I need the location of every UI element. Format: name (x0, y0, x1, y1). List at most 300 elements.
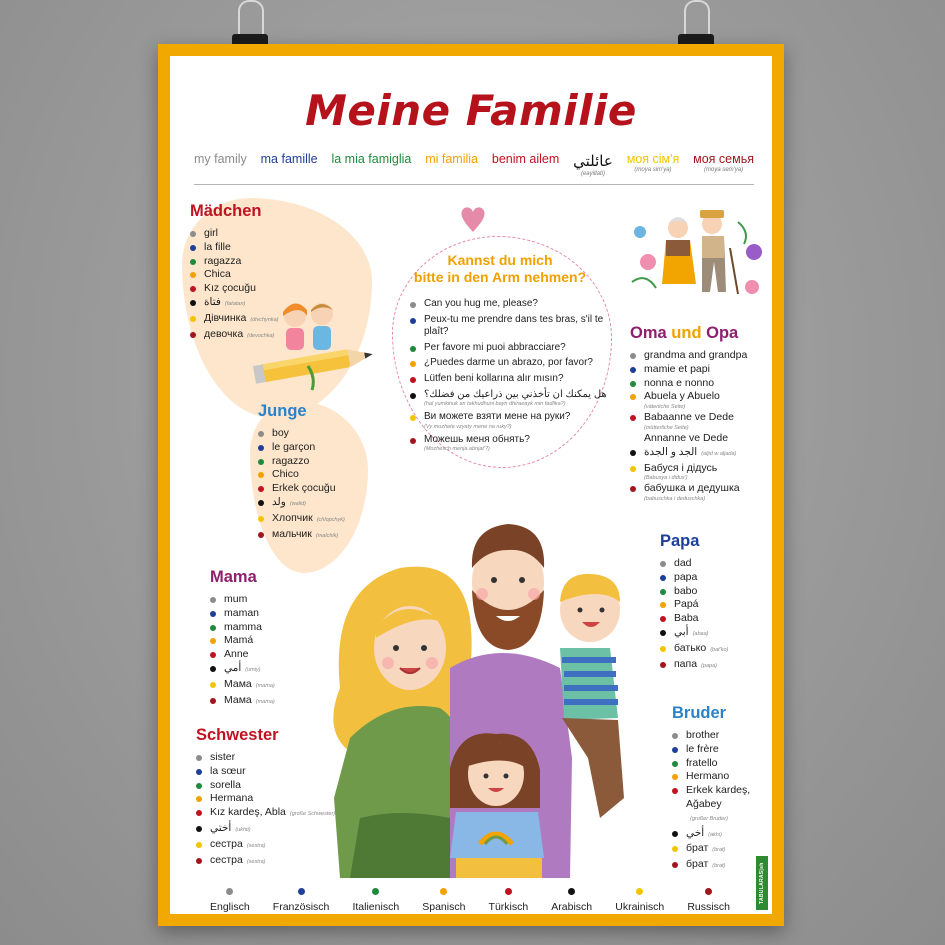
legend-item (687, 888, 730, 913)
vocab-text: nonna e nonno (644, 376, 715, 389)
language-dot (196, 810, 202, 816)
vocab-entry (644, 390, 720, 411)
vocab-text: mamma (224, 620, 262, 633)
vocab-entry (210, 751, 235, 765)
vocab-list-oma-opa (630, 349, 770, 503)
vocab-entry (204, 296, 245, 312)
translation-text: моя семья (693, 152, 754, 166)
list-item (190, 241, 360, 255)
vocab-text: الجد و الجدة (644, 445, 698, 458)
language-dot (660, 589, 666, 595)
list-item (196, 779, 346, 793)
section-oma-opa (630, 324, 770, 503)
language-dot (410, 393, 416, 399)
vocab-text: бабушка и дедушка (644, 482, 740, 495)
title-und: und (671, 324, 702, 342)
vocab-transliteration: (devochka) (247, 332, 275, 339)
vocab-text: мальчик (272, 527, 312, 540)
vocab-text: Kız kardeş, Abla (210, 806, 286, 819)
vocab-entry (224, 648, 249, 662)
vocab-text: девочка (204, 327, 244, 340)
language-dot (196, 826, 202, 832)
section-schwester (196, 726, 346, 869)
list-item (210, 694, 310, 710)
list-item (410, 357, 610, 370)
vocab-entry (644, 349, 747, 363)
list-item (410, 411, 610, 431)
vocab-subnote: (Mozhesch menja abnjat'?) (424, 446, 490, 453)
vocab-entry (210, 806, 335, 822)
list-item (210, 634, 310, 648)
vocab-entry (686, 784, 772, 826)
vocab-subnote: (hal yumkinuk an takhudhuni bayn dhiraeayk min fadlika?) (424, 401, 566, 408)
vocab-entry (424, 298, 538, 311)
legend-item (273, 888, 330, 913)
list-item (630, 363, 770, 377)
language-dot (210, 682, 216, 688)
legend-dot (705, 888, 712, 895)
vocab-text: Ви можете взяти мене на руки? (424, 411, 571, 423)
vocab-entry (210, 765, 246, 779)
vocab-entry (674, 626, 709, 642)
legend-dot (298, 888, 305, 895)
vocab-list-bruder (672, 729, 772, 874)
vocab-entry (424, 411, 570, 431)
poster-title: Meine Familie (305, 86, 637, 135)
vocab-text: mum (224, 593, 248, 605)
title-oma: Oma (630, 324, 667, 342)
vocab-subnote: (mütterliche Seite) (644, 424, 689, 431)
list-item (672, 784, 772, 826)
language-dot (196, 796, 202, 802)
vocab-entry (272, 427, 289, 441)
vocab-transliteration: (akhi) (708, 831, 722, 838)
list-item (258, 468, 378, 482)
list-item (410, 342, 610, 355)
list-item (258, 455, 378, 469)
vocab-text: Kız çocuğu (204, 282, 256, 295)
vocab-text: папа (674, 657, 698, 670)
language-dot (210, 666, 216, 672)
vocab-text: ولد (272, 495, 286, 508)
translation-transliteration: (eayillati) (580, 171, 605, 177)
list-item (210, 621, 310, 635)
list-item (196, 822, 346, 838)
translation-text: la mia famiglia (331, 152, 412, 166)
vocab-entry (424, 314, 610, 339)
translation-item (627, 152, 680, 173)
list-item (410, 298, 610, 311)
legend-dot (568, 888, 575, 895)
list-item (190, 227, 360, 241)
list-item (196, 806, 346, 822)
list-item (210, 662, 310, 678)
vocab-entry (674, 557, 692, 571)
language-dot (210, 638, 216, 644)
list-item (410, 434, 610, 454)
vocab-text: girl (204, 227, 219, 239)
vocab-entry (644, 411, 734, 432)
vocab-entry (210, 822, 251, 838)
vocab-text: هل يمكنك ان تأخذني بين ذراعيك من فضلك؟ (424, 388, 607, 400)
list-item (672, 827, 772, 843)
vocab-entry (210, 838, 265, 854)
family-illustration (300, 498, 660, 878)
vocab-transliteration: (fatatan) (224, 300, 246, 307)
vocab-entry (674, 658, 717, 674)
vocab-text: le garçon (272, 440, 316, 453)
vocab-transliteration: (sestra) (246, 842, 266, 849)
vocab-entry (674, 612, 699, 626)
list-item (196, 765, 346, 779)
list-item (660, 658, 760, 674)
vocab-transliteration: (brat) (712, 847, 726, 854)
language-dot (258, 445, 264, 451)
list-item (258, 441, 378, 455)
language-dot (660, 662, 666, 668)
vocab-entry (210, 779, 241, 793)
vocab-text: la fille (204, 240, 231, 253)
vocab-entry (204, 255, 241, 269)
legend-label: Ukrainisch (615, 901, 665, 913)
translation-item (261, 152, 318, 166)
list-item (660, 626, 760, 642)
vocab-transliteration: (aljid w aljada) (701, 450, 737, 457)
vocab-text: la sœur (210, 764, 246, 777)
title-divider (194, 184, 754, 185)
vocab-subnote: (Babusya i didus') (644, 475, 688, 482)
legend-item (551, 888, 592, 913)
list-item (630, 349, 770, 363)
list-item (672, 770, 772, 784)
vocab-entry (272, 441, 315, 455)
legend-dot (440, 888, 447, 895)
language-dot (258, 516, 264, 522)
vocab-text: брат (686, 858, 709, 871)
vocab-text: grandma and grandpa (644, 349, 748, 361)
language-dot (672, 862, 678, 868)
language-dot (410, 377, 416, 383)
vocab-transliteration: (brat) (712, 863, 726, 870)
vocab-subnote: (väterliche Seite) (644, 404, 686, 411)
list-item (660, 557, 760, 571)
list-item (410, 373, 610, 386)
language-dot (196, 769, 202, 775)
vocab-text: Бабуся і дідусь (644, 461, 718, 474)
language-dot (210, 652, 216, 658)
language-dot (210, 611, 216, 617)
list-item (630, 390, 770, 411)
vocab-list-papa (660, 557, 760, 673)
vocab-entry (224, 621, 262, 635)
vocab-transliteration: (divchynka) (250, 316, 279, 323)
vocab-entry (686, 858, 725, 874)
vocab-subnote: (babuschka i deduschka) (644, 496, 706, 503)
section-title-maedchen: Mädchen (190, 202, 262, 220)
language-dot (258, 486, 264, 492)
vocab-text: أختي (210, 821, 232, 834)
language-dot (630, 367, 636, 373)
language-dot (196, 842, 202, 848)
list-item (210, 593, 310, 607)
vocab-entry (204, 282, 256, 296)
language-dot (660, 602, 666, 608)
translation-item (693, 152, 754, 173)
vocab-text: Erkek çocuğu (272, 482, 336, 495)
language-dot (672, 831, 678, 837)
vocab-text: Мама (224, 693, 252, 706)
legend-label: Russisch (687, 901, 730, 913)
language-dot (196, 858, 202, 864)
section-title-junge: Junge (258, 402, 307, 420)
vocab-entry (424, 357, 593, 370)
vocab-transliteration: (abaa) (692, 630, 709, 637)
vocab-list-mama (210, 593, 310, 709)
vocab-text: Babaanne ve Dede (644, 411, 734, 424)
language-dot (190, 332, 196, 338)
vocab-text: fratello (686, 756, 718, 769)
section-title-oma-opa (630, 324, 770, 343)
translation-transliteration: (moya sem'ya) (703, 167, 744, 173)
vocab-entry (210, 854, 265, 870)
list-item (258, 482, 378, 496)
vocab-list-schwester (196, 751, 346, 869)
section-title-mama: Mama (210, 568, 257, 586)
kids-on-pencil-illustration (250, 286, 380, 396)
language-dot (210, 698, 216, 704)
vocab-entry (272, 468, 299, 482)
language-dot (630, 353, 636, 359)
vocab-entry (674, 642, 728, 658)
vocab-transliteration: (mama) (255, 682, 275, 689)
grandparents-illustration (626, 192, 766, 312)
legend-dot (372, 888, 379, 895)
language-dot (410, 361, 416, 367)
publisher-badge: TABULARAS|sh (756, 856, 768, 910)
vocab-transliteration: (umiy) (245, 666, 261, 673)
legend-label: Französisch (272, 901, 330, 913)
vocab-entry (686, 743, 719, 757)
vocab-text: أمي (224, 661, 242, 674)
vocab-text: Per favore mi puoi abbracciare? (424, 341, 566, 353)
vocab-text: Lütfen beni kollarına alır mısın? (424, 372, 564, 384)
legend-dot (505, 888, 512, 895)
vocab-text: сестра (210, 837, 243, 850)
language-dot (630, 486, 636, 492)
vocab-text: papa (674, 570, 698, 583)
section-title-bruder: Bruder (672, 704, 727, 722)
vocab-text: Hermano (686, 770, 730, 783)
vocab-entry (272, 482, 336, 496)
vocab-text: Hermana (210, 792, 254, 805)
title-opa: Opa (706, 324, 739, 342)
vocab-text: батько (674, 641, 707, 654)
list-item (630, 377, 770, 391)
language-dot (660, 646, 666, 652)
vocab-text: Annanne ve Dede (644, 431, 729, 444)
list-item (210, 648, 310, 662)
list-item (660, 585, 760, 599)
vocab-entry (424, 434, 530, 454)
vocab-text: ¿Puedes darme un abrazo, por favor? (424, 357, 593, 369)
vocab-text: Baba (674, 612, 699, 625)
language-dot (630, 450, 636, 456)
legend-item (615, 888, 664, 913)
vocab-entry (686, 770, 729, 784)
vocab-text: dad (674, 557, 692, 569)
translation-item (331, 152, 411, 166)
vocab-text: Хлопчик (272, 511, 313, 524)
vocab-text: брат (686, 842, 709, 855)
section-papa (660, 532, 760, 673)
legend-item (210, 888, 250, 913)
translation-item (573, 152, 613, 177)
section-bruder (672, 704, 772, 874)
language-dot (190, 259, 196, 265)
vocab-text: Can you hug me, please? (424, 298, 538, 309)
vocab-text: le frère (686, 742, 719, 755)
vocab-transliteration: (große Schwester) (289, 811, 336, 818)
language-dot (190, 300, 196, 306)
hug-title (400, 252, 600, 286)
legend-label: Türkisch (488, 901, 529, 913)
translation-text: моя сім'я (626, 152, 680, 166)
language-dot (630, 466, 636, 472)
language-dot (196, 783, 202, 789)
vocab-entry (686, 757, 718, 771)
legend-item (352, 888, 399, 913)
translation-transliteration: (moya sim'ya) (634, 167, 672, 173)
vocab-entry (204, 268, 231, 282)
vocab-text: أبي (674, 625, 689, 638)
language-dot (410, 318, 416, 324)
language-dot (410, 302, 416, 308)
language-dot (190, 286, 196, 292)
language-dot (258, 532, 264, 538)
list-item (660, 571, 760, 585)
vocab-text: Peux-tu me prendre dans tes bras, s'il te plaît? (424, 313, 604, 338)
list-item (660, 612, 760, 626)
language-dot (410, 346, 416, 352)
vocab-entry (210, 792, 253, 806)
list-item (190, 255, 360, 269)
vocab-text: sorella (210, 778, 241, 791)
language-dot (630, 394, 636, 400)
list-item (210, 678, 310, 694)
list-item (196, 751, 346, 765)
language-dot (672, 747, 678, 753)
vocab-entry (686, 827, 722, 843)
list-item (630, 462, 770, 483)
legend-dot (226, 888, 233, 895)
vocab-entry (424, 342, 566, 355)
hug-title-line2: bitte in den Arm nehmen? (413, 269, 587, 285)
vocab-entry (204, 227, 218, 241)
list-item (196, 838, 346, 854)
language-dot (210, 625, 216, 631)
list-item (196, 792, 346, 806)
language-dot (190, 245, 196, 251)
vocab-entry (686, 842, 725, 858)
list-item (660, 642, 760, 658)
language-dot (190, 316, 196, 322)
vocab-text: Мама (224, 677, 252, 690)
list-item (190, 268, 360, 282)
language-dot (196, 755, 202, 761)
poster-sheet (170, 56, 772, 914)
language-dot (258, 500, 264, 506)
vocab-entry (224, 593, 247, 607)
vocab-text: Papá (674, 598, 699, 611)
list-item (630, 446, 770, 462)
list-item (660, 598, 760, 612)
vocab-text: babo (674, 584, 698, 597)
vocab-entry (424, 389, 607, 409)
list-item (258, 427, 378, 441)
list-item (672, 729, 772, 743)
vocab-text: Можешь меня обнять? (424, 433, 530, 445)
heart-icon (460, 204, 486, 234)
section-hug (410, 298, 610, 456)
vocab-text: maman (224, 606, 260, 619)
translation-text: عائلتي (573, 153, 613, 170)
vocab-text: ragazza (204, 254, 242, 267)
vocab-subnote: (Vy mozhete vzyaty mene na ruky?) (424, 423, 512, 430)
list-item (630, 432, 770, 446)
translation-text: my family (194, 152, 247, 166)
vocab-entry (674, 585, 697, 599)
legend-label: Arabisch (551, 901, 593, 913)
vocab-text: boy (272, 427, 289, 439)
translation-item (194, 152, 247, 166)
language-dot (660, 575, 666, 581)
list-item (210, 607, 310, 621)
hug-title-line1: Kannst du mich (447, 252, 553, 268)
vocab-transliteration: (mama) (255, 698, 275, 705)
legend-item (489, 888, 529, 913)
poster-frame (158, 44, 784, 926)
vocab-entry (424, 373, 564, 386)
language-dot (672, 774, 678, 780)
translation-text: benim ailem (491, 152, 560, 166)
language-dot (630, 381, 636, 387)
vocab-text: Дівчинка (204, 311, 247, 324)
language-dot (672, 733, 678, 739)
legend-label: Spanisch (422, 901, 466, 913)
language-dot (672, 846, 678, 852)
translation-text: mi familia (425, 152, 479, 166)
language-dot (672, 788, 678, 794)
language-dot (410, 415, 416, 421)
vocab-text: Chica (204, 268, 231, 281)
list-item (672, 757, 772, 771)
language-dot (630, 436, 636, 442)
language-dot (258, 472, 264, 478)
language-legend (210, 888, 730, 913)
vocab-list-hug (410, 298, 610, 453)
list-item (672, 743, 772, 757)
legend-dot (636, 888, 643, 895)
vocab-text: أخي (686, 826, 705, 839)
section-title-schwester: Schwester (196, 726, 279, 744)
vocab-entry (204, 241, 231, 255)
vocab-text: сестра (210, 853, 243, 866)
vocab-entry (224, 694, 275, 710)
translations-row (194, 152, 754, 177)
list-item (630, 411, 770, 432)
vocab-transliteration: (walid) (289, 500, 306, 507)
vocab-text: Anne (224, 648, 249, 661)
